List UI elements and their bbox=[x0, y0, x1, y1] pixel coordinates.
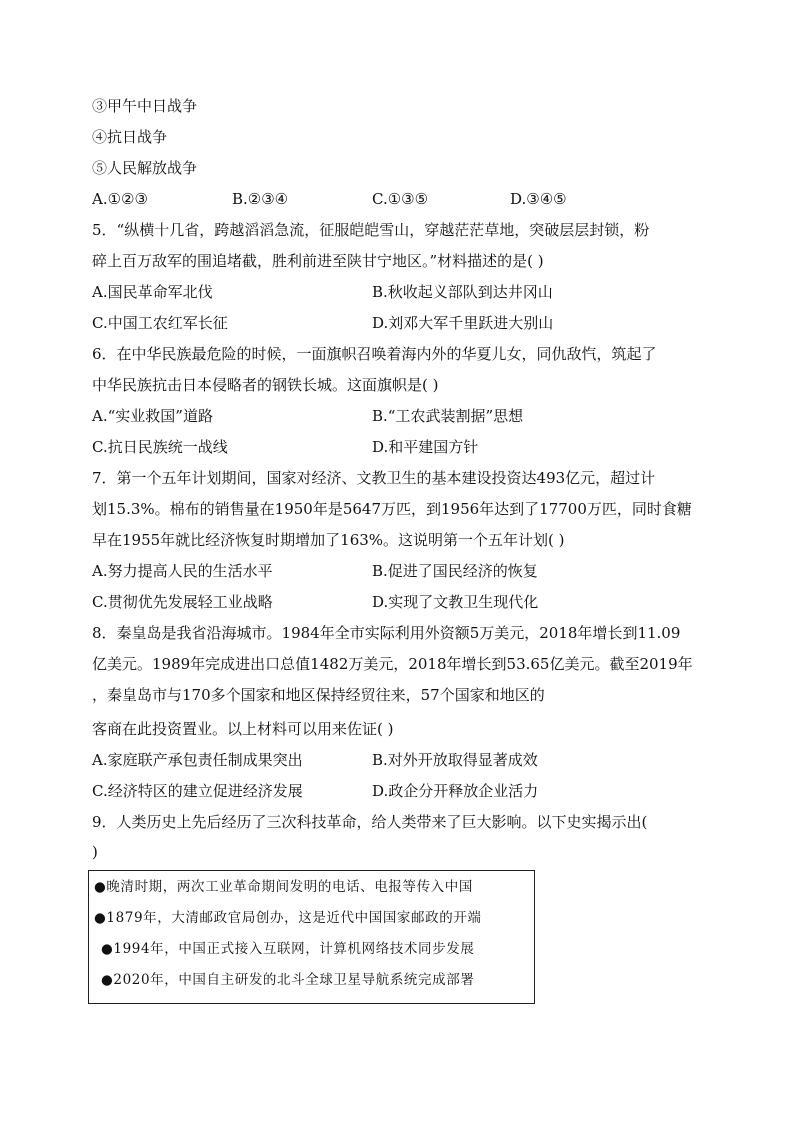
q7-option-a: A.努力提高人民的生活水平 bbox=[92, 562, 273, 580]
q8-stem-line1: 8．秦皇岛是我省沿海城市。1984年全市实际利用外资额5万美元，2018年增长到11.09 bbox=[92, 624, 681, 642]
answer-c: C.①③⑤ bbox=[372, 190, 429, 208]
q8-option-a: A.家庭联产承包责任制成果突出 bbox=[92, 751, 303, 769]
q7-option-b: B.促进了国民经济的恢复 bbox=[372, 562, 538, 580]
q8-stem-line2: 亿美元。1989年完成进出口总值1482万美元，2018年增长到53.65亿美元。截至2019年 bbox=[92, 655, 693, 673]
q9-stem-line2: ) bbox=[92, 843, 98, 861]
q5-option-a: A.国民革命军北伐 bbox=[92, 283, 213, 301]
q7-stem-line1: 7．第一个五年计划期间，国家对经济、文教卫生的基本建设投资达493亿元，超过计 bbox=[92, 469, 656, 487]
q9-stem-line1: 9．人类历史上先后经历了三次科技革命，给人类带来了巨大影响。以下史实揭示出( bbox=[92, 813, 648, 831]
q6-stem-line1: 6．在中华民族最危险的时候，一面旗帜召唤着海内外的华夏儿女，同仇敌忾，筑起了 bbox=[92, 345, 657, 363]
q9-material-item: ●晚清时期，两次工业革命期间发明的电话、电报等传入中国 bbox=[94, 879, 473, 895]
q5-option-d: D.刘邓大军千里跃进大别山 bbox=[372, 314, 554, 332]
option-3: ③甲午中日战争 bbox=[92, 97, 198, 115]
q6-option-d: D.和平建国方针 bbox=[372, 438, 479, 456]
q8-stem-line4: 客商在此投资置业。以上材料可以用来佐证( ) bbox=[92, 720, 394, 738]
q8-option-b: B.对外开放取得显著成效 bbox=[372, 751, 538, 769]
q6-stem-line2: 中华民族抗击日本侵略者的钢铁长城。这面旗帜是( ) bbox=[92, 376, 439, 394]
q9-material-item: ●1879年，大清邮政官局创办，这是近代中国国家邮政的开端 bbox=[94, 910, 482, 926]
q8-option-d: D.政企分开释放企业活力 bbox=[372, 782, 539, 800]
q6-option-c: C.抗日民族统一战线 bbox=[92, 438, 228, 456]
q7-option-d: D.实现了文教卫生现代化 bbox=[372, 593, 539, 611]
q5-stem-line2: 碎上百万敌军的围追堵截，胜利前进至陕甘宁地区。”材料描述的是( ) bbox=[92, 252, 544, 270]
answer-a: A.①②③ bbox=[92, 190, 148, 208]
answer-b: B.②③④ bbox=[232, 190, 289, 208]
q9-material-item: ●1994年，中国正式接入互联网，计算机网络技术同步发展 bbox=[101, 941, 475, 957]
q9-material-item: ●2020年，中国自主研发的北斗全球卫星导航系统完成部署 bbox=[101, 972, 475, 988]
q5-option-c: C.中国工农红军长征 bbox=[92, 314, 228, 332]
q9-material-box bbox=[88, 870, 535, 1004]
q7-option-c: C.贯彻优先发展轻工业战略 bbox=[92, 593, 273, 611]
option-5: ⑤人民解放战争 bbox=[92, 159, 198, 177]
q6-option-b: B.“工农武装割据”思想 bbox=[372, 407, 524, 425]
q7-stem-line3: 早在1955年就比经济恢复时期增加了163%。这说明第一个五年计划( ) bbox=[92, 531, 565, 549]
q8-option-c: C.经济特区的建立促进经济发展 bbox=[92, 782, 303, 800]
q6-option-a: A.“实业救国”道路 bbox=[92, 407, 213, 425]
option-4: ④抗日战争 bbox=[92, 128, 168, 146]
answer-d: D.③④⑤ bbox=[510, 190, 567, 208]
q7-stem-line2: 划15.3%。棉布的销售量在1950年是5647万匹，到1956年达到了17700万匹，同时食糖 bbox=[92, 500, 692, 518]
q5-option-b: B.秋收起义部队到达井冈山 bbox=[372, 283, 553, 301]
q5-stem-line1: 5．“纵横十几省，跨越滔滔急流，征服皑皑雪山，穿越茫茫草地，突破层层封锁，粉 bbox=[92, 221, 650, 239]
q8-stem-line3: ，秦皇岛市与170多个国家和地区保持经贸往来，57个国家和地区的 bbox=[92, 686, 545, 704]
